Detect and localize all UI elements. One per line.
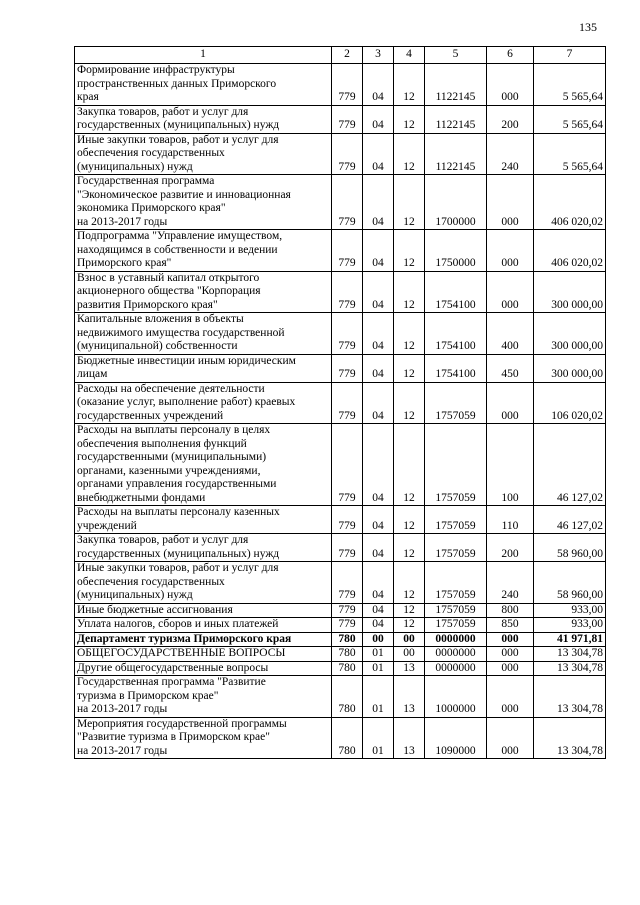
table-row: [75, 64, 606, 106]
row-target-article: 1754100: [425, 313, 487, 355]
row-section: 04: [363, 133, 394, 175]
row-amount: 106 020,02: [534, 382, 606, 424]
row-section: 04: [363, 64, 394, 106]
row-name: ОБЩЕГОСУДАРСТВЕННЫЕ ВОПРОСЫ: [75, 647, 332, 662]
row-subsection: 12: [394, 175, 425, 230]
row-target-article: 1757059: [425, 424, 487, 506]
row-expense-type: 200: [487, 534, 534, 562]
row-amount: 300 000,00: [534, 354, 606, 382]
row-section: 04: [363, 506, 394, 534]
row-section: 04: [363, 382, 394, 424]
row-amount: 5 565,64: [534, 105, 606, 133]
row-name: Взнос в уставный капитал открытого акционерного общества "Корпорация развития Приморского края": [75, 271, 332, 313]
row-expense-type: 000: [487, 271, 534, 313]
row-name: Бюджетные инвестиции иным юридическим лицам: [75, 354, 332, 382]
row-subsection: 12: [394, 313, 425, 355]
row-expense-type: 000: [487, 64, 534, 106]
table-row: [75, 506, 606, 534]
row-subsection: 12: [394, 105, 425, 133]
row-name: Подпрограмма "Управление имуществом, находящимся в собственности и ведении Приморского края": [75, 230, 332, 272]
row-expense-type: 200: [487, 105, 534, 133]
row-expense-type: 000: [487, 175, 534, 230]
row-name: Закупка товаров, работ и услуг для государственных (муниципальных) нужд: [75, 534, 332, 562]
row-subsection: 12: [394, 64, 425, 106]
row-expense-type: 100: [487, 424, 534, 506]
row-name: Расходы на обеспечение деятельности (оказание услуг, выполнение работ) краевых государственных учреждений: [75, 382, 332, 424]
header-col-3: 3: [363, 47, 394, 64]
row-admin-code: 779: [332, 313, 363, 355]
row-amount: 58 960,00: [534, 562, 606, 604]
row-admin-code: 779: [332, 618, 363, 633]
row-admin-code: 779: [332, 506, 363, 534]
row-section: 00: [363, 632, 394, 647]
row-subsection: 13: [394, 661, 425, 676]
row-amount: 13 304,78: [534, 676, 606, 718]
row-expense-type: 240: [487, 562, 534, 604]
row-subsection: 12: [394, 424, 425, 506]
row-admin-code: 779: [332, 603, 363, 618]
table-row: [75, 175, 606, 230]
row-admin-code: 779: [332, 424, 363, 506]
table-row: [75, 647, 606, 662]
row-subsection: 12: [394, 133, 425, 175]
row-section: 04: [363, 534, 394, 562]
table-row: [75, 382, 606, 424]
table-row: [75, 632, 606, 647]
row-section: 04: [363, 562, 394, 604]
row-expense-type: 800: [487, 603, 534, 618]
row-expense-type: 000: [487, 647, 534, 662]
row-admin-code: 779: [332, 175, 363, 230]
row-target-article: 1122145: [425, 105, 487, 133]
row-admin-code: 779: [332, 105, 363, 133]
row-amount: 46 127,02: [534, 424, 606, 506]
row-expense-type: 400: [487, 313, 534, 355]
header-col-7: 7: [534, 47, 606, 64]
row-name: Формирование инфраструктуры пространственных данных Приморского края: [75, 64, 332, 106]
row-admin-code: 780: [332, 661, 363, 676]
row-subsection: 12: [394, 230, 425, 272]
row-section: 04: [363, 175, 394, 230]
row-section: 04: [363, 424, 394, 506]
table-header-row: [75, 47, 606, 64]
table-row: [75, 313, 606, 355]
row-target-article: 1122145: [425, 133, 487, 175]
table-row: [75, 618, 606, 633]
row-section: 04: [363, 105, 394, 133]
row-amount: 13 304,78: [534, 647, 606, 662]
row-expense-type: 000: [487, 382, 534, 424]
row-section: 01: [363, 717, 394, 759]
row-subsection: 00: [394, 647, 425, 662]
row-name: Расходы на выплаты персоналу в целях обеспечения выполнения функций государственными (муниципальными) органами, казенными учреждениями, органами управления государственными внебюджетными фондами: [75, 424, 332, 506]
row-name: Государственная программа "Развитие туризма в Приморском крае" на 2013-2017 годы: [75, 676, 332, 718]
table-row: [75, 562, 606, 604]
row-expense-type: 450: [487, 354, 534, 382]
row-target-article: 0000000: [425, 647, 487, 662]
budget-table: [74, 46, 606, 759]
row-name: Мероприятия государственной программы "Развитие туризма в Приморском крае" на 2013-2017 годы: [75, 717, 332, 759]
row-amount: 300 000,00: [534, 313, 606, 355]
row-expense-type: 000: [487, 230, 534, 272]
row-amount: 5 565,64: [534, 133, 606, 175]
row-name: Департамент туризма Приморского края: [75, 632, 332, 647]
row-admin-code: 779: [332, 562, 363, 604]
row-admin-code: 779: [332, 534, 363, 562]
row-admin-code: 779: [332, 64, 363, 106]
row-admin-code: 780: [332, 717, 363, 759]
row-subsection: 12: [394, 562, 425, 604]
row-expense-type: 000: [487, 661, 534, 676]
row-subsection: 12: [394, 271, 425, 313]
row-expense-type: 850: [487, 618, 534, 633]
row-target-article: 1757059: [425, 618, 487, 633]
row-target-article: 1090000: [425, 717, 487, 759]
row-name: Уплата налогов, сборов и иных платежей: [75, 618, 332, 633]
table-row: [75, 354, 606, 382]
row-admin-code: 779: [332, 354, 363, 382]
row-expense-type: 000: [487, 632, 534, 647]
table-row: [75, 603, 606, 618]
row-section: 01: [363, 647, 394, 662]
row-section: 04: [363, 230, 394, 272]
row-admin-code: 780: [332, 647, 363, 662]
row-admin-code: 779: [332, 230, 363, 272]
row-target-article: 1757059: [425, 506, 487, 534]
row-subsection: 13: [394, 676, 425, 718]
row-section: 04: [363, 618, 394, 633]
row-amount: 41 971,81: [534, 632, 606, 647]
row-admin-code: 780: [332, 676, 363, 718]
row-amount: 46 127,02: [534, 506, 606, 534]
row-name: Другие общегосударственные вопросы: [75, 661, 332, 676]
row-name: Государственная программа "Экономическое развитие и инновационная экономика Приморского края" на 2013-2017 годы: [75, 175, 332, 230]
table-row: [75, 424, 606, 506]
row-subsection: 12: [394, 354, 425, 382]
row-name: Иные бюджетные ассигнования: [75, 603, 332, 618]
row-subsection: 12: [394, 382, 425, 424]
row-target-article: 1754100: [425, 271, 487, 313]
header-col-1: 1: [75, 47, 332, 64]
row-amount: 13 304,78: [534, 717, 606, 759]
table-row: [75, 676, 606, 718]
row-admin-code: 779: [332, 133, 363, 175]
row-subsection: 12: [394, 534, 425, 562]
row-expense-type: 240: [487, 133, 534, 175]
row-expense-type: 000: [487, 676, 534, 718]
row-expense-type: 110: [487, 506, 534, 534]
row-name: Капитальные вложения в объекты недвижимого имущества государственной (муниципальной) собственности: [75, 313, 332, 355]
table-body: [75, 64, 606, 759]
page-number: 135: [579, 20, 597, 34]
row-subsection: 12: [394, 603, 425, 618]
table-row: [75, 133, 606, 175]
row-amount: 13 304,78: [534, 661, 606, 676]
table-row: [75, 661, 606, 676]
header-col-2: 2: [332, 47, 363, 64]
row-target-article: 1757059: [425, 534, 487, 562]
row-target-article: 1757059: [425, 562, 487, 604]
row-amount: 5 565,64: [534, 64, 606, 106]
row-target-article: 1122145: [425, 64, 487, 106]
row-admin-code: 780: [332, 632, 363, 647]
header-col-6: 6: [487, 47, 534, 64]
row-amount: 933,00: [534, 603, 606, 618]
row-amount: 58 960,00: [534, 534, 606, 562]
row-amount: 933,00: [534, 618, 606, 633]
table-row: [75, 534, 606, 562]
table-row: [75, 230, 606, 272]
row-name: Иные закупки товаров, работ и услуг для обеспечения государственных (муниципальных) нужд: [75, 133, 332, 175]
row-target-article: 1754100: [425, 354, 487, 382]
row-admin-code: 779: [332, 382, 363, 424]
table-row: [75, 717, 606, 759]
row-subsection: 12: [394, 506, 425, 534]
row-section: 04: [363, 271, 394, 313]
row-admin-code: 779: [332, 271, 363, 313]
header-col-5: 5: [425, 47, 487, 64]
row-amount: 300 000,00: [534, 271, 606, 313]
row-target-article: 0000000: [425, 661, 487, 676]
row-section: 01: [363, 676, 394, 718]
row-amount: 406 020,02: [534, 230, 606, 272]
row-expense-type: 000: [487, 717, 534, 759]
row-section: 04: [363, 354, 394, 382]
table-row: [75, 105, 606, 133]
table-row: [75, 271, 606, 313]
row-subsection: 13: [394, 717, 425, 759]
row-section: 01: [363, 661, 394, 676]
row-target-article: 1750000: [425, 230, 487, 272]
row-target-article: 0000000: [425, 632, 487, 647]
header-col-4: 4: [394, 47, 425, 64]
row-target-article: 1000000: [425, 676, 487, 718]
row-target-article: 1700000: [425, 175, 487, 230]
row-target-article: 1757059: [425, 382, 487, 424]
row-section: 04: [363, 313, 394, 355]
row-section: 04: [363, 603, 394, 618]
row-amount: 406 020,02: [534, 175, 606, 230]
row-name: Закупка товаров, работ и услуг для государственных (муниципальных) нужд: [75, 105, 332, 133]
row-target-article: 1757059: [425, 603, 487, 618]
row-name: Иные закупки товаров, работ и услуг для обеспечения государственных (муниципальных) нужд: [75, 562, 332, 604]
row-name: Расходы на выплаты персоналу казенных учреждений: [75, 506, 332, 534]
row-subsection: 00: [394, 632, 425, 647]
row-subsection: 12: [394, 618, 425, 633]
